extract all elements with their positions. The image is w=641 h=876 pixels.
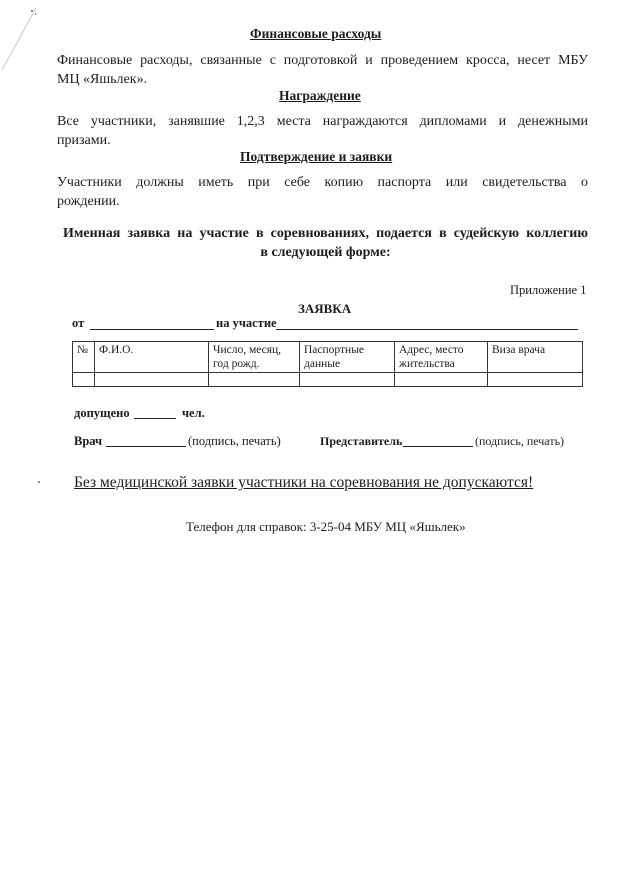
- confirmation-text-line1: Участники должны иметь при себе копию паспорта или свидетельства о: [57, 175, 588, 190]
- medical-warning: Без медицинской заявки участники на соревнования не допускаются!: [74, 474, 534, 491]
- form-for-label: на участие: [216, 316, 277, 330]
- table-cell[interactable]: [300, 373, 395, 387]
- table-row: [73, 373, 583, 387]
- table-header-cell: Число, месяц, год рожд.: [209, 342, 300, 373]
- doctor-signature-hint: (подпись, печать): [188, 434, 281, 448]
- application-notice-line2: в следующей форме:: [260, 245, 391, 260]
- table-cell[interactable]: [209, 373, 300, 387]
- representative-signature-hint: (подпись, печать): [475, 434, 565, 448]
- table-cell[interactable]: [488, 373, 583, 387]
- scan-mark: [38, 481, 40, 483]
- representative-signature-field[interactable]: [403, 446, 473, 447]
- awards-text-line2: призами.: [57, 133, 111, 148]
- doctor-signature-field[interactable]: [106, 446, 186, 447]
- finance-text-line1: Финансовые расходы, связанные с подготовкой и проведением кросса, несет МБУ: [57, 53, 588, 68]
- form-from-label: от: [72, 316, 85, 330]
- application-notice-line1: Именная заявка на участие в соревнованиях, подается в судейскую коллегию: [63, 226, 588, 241]
- table-header-row: [73, 342, 583, 373]
- application-table: [72, 341, 583, 387]
- table-header-cell: Адрес, место жительства: [395, 342, 488, 373]
- table-cell[interactable]: [395, 373, 488, 387]
- admitted-unit: чел.: [182, 406, 205, 420]
- confirmation-heading: Подтверждение и заявки: [240, 149, 393, 164]
- scan-edge-line: [0, 0, 40, 80]
- form-from-field[interactable]: [90, 329, 214, 330]
- awards-heading: Награждение: [279, 88, 361, 103]
- table-header-cell: Паспортные данные: [300, 342, 395, 373]
- awards-text-line1: Все участники, занявшие 1,2,3 места награждаются дипломами и денежными: [57, 114, 588, 129]
- admitted-label: допущено: [74, 406, 130, 420]
- finance-heading: Финансовые расходы: [250, 26, 382, 41]
- appendix-label: Приложение 1: [510, 283, 587, 297]
- table-header-cell: Ф.И.О.: [95, 342, 209, 373]
- doctor-label: Врач: [74, 434, 103, 448]
- table-header-cell: №: [73, 342, 95, 373]
- finance-text-line2: МЦ «Яшьлек».: [57, 72, 148, 87]
- admitted-count-field[interactable]: [134, 418, 176, 419]
- representative-label: Представитель: [320, 434, 403, 448]
- form-title: ЗАЯВКА: [298, 301, 352, 316]
- confirmation-text-line2: рождении.: [57, 194, 120, 209]
- table-header-cell: Виза врача: [488, 342, 583, 373]
- phone-line: Телефон для справок: 3-25-04 МБУ МЦ «Яшьлек»: [186, 519, 466, 534]
- table-cell[interactable]: [95, 373, 209, 387]
- table-cell[interactable]: [73, 373, 95, 387]
- form-for-field[interactable]: [276, 329, 578, 330]
